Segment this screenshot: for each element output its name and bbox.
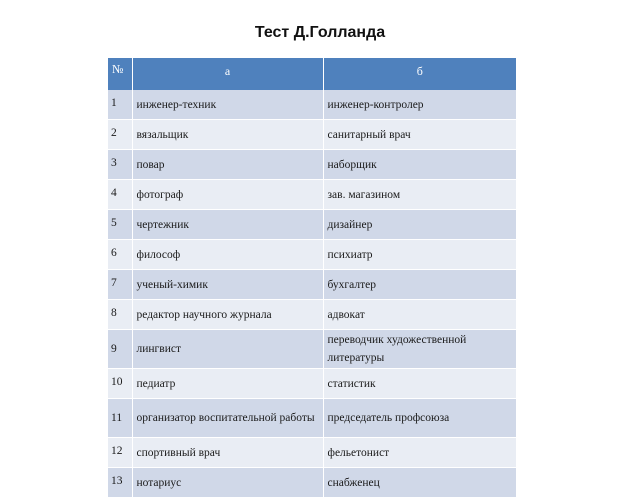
option-a: чертежник [132, 210, 323, 240]
table-row [108, 300, 516, 330]
row-number: 8 [108, 300, 132, 330]
option-a: инженер-техник [132, 90, 323, 120]
option-b: дизайнер [323, 210, 516, 240]
option-b: адвокат [323, 300, 516, 330]
holland-test-table [108, 58, 516, 498]
table-row [108, 210, 516, 240]
table-row [108, 438, 516, 468]
row-number: 12 [108, 438, 132, 468]
option-a: вязальщик [132, 120, 323, 150]
option-a: организатор воспитательной работы [132, 399, 323, 438]
row-number: 9 [108, 330, 132, 369]
option-b: наборщик [323, 150, 516, 180]
option-b: председатель профсоюза [323, 399, 516, 438]
table-row [108, 330, 516, 369]
option-a: ученый-химик [132, 270, 323, 300]
option-b: зав. магазином [323, 180, 516, 210]
table-row [108, 150, 516, 180]
table-row [108, 180, 516, 210]
table-row [108, 369, 516, 399]
table-row [108, 90, 516, 120]
option-b: фельетонист [323, 438, 516, 468]
table-row [108, 468, 516, 498]
option-b: бухгалтер [323, 270, 516, 300]
row-number: 11 [108, 399, 132, 438]
table-row [108, 399, 516, 438]
option-a: повар [132, 150, 323, 180]
option-b: санитарный врач [323, 120, 516, 150]
option-b: переводчик художественной литературы [323, 330, 516, 369]
column-header-b: б [323, 58, 516, 90]
table-row [108, 240, 516, 270]
option-a: фотограф [132, 180, 323, 210]
table-header-row [108, 58, 516, 90]
row-number: 13 [108, 468, 132, 498]
option-a: философ [132, 240, 323, 270]
page-title: Тест Д.Голланда [254, 24, 386, 41]
column-header-a: а [132, 58, 323, 90]
row-number: 3 [108, 150, 132, 180]
option-b: инженер-контролер [323, 90, 516, 120]
row-number: 7 [108, 270, 132, 300]
option-a: нотариус [132, 468, 323, 498]
option-b: снабженец [323, 468, 516, 498]
row-number: 4 [108, 180, 132, 210]
row-number: 2 [108, 120, 132, 150]
option-a: лингвист [132, 330, 323, 369]
option-a: педиатр [132, 369, 323, 399]
column-header-number: № [108, 58, 132, 90]
row-number: 6 [108, 240, 132, 270]
row-number: 1 [108, 90, 132, 120]
option-a: спортивный врач [132, 438, 323, 468]
table-row [108, 120, 516, 150]
table-row [108, 270, 516, 300]
option-b: статистик [323, 369, 516, 399]
row-number: 5 [108, 210, 132, 240]
row-number: 10 [108, 369, 132, 399]
option-a: редактор научного журнала [132, 300, 323, 330]
option-b: психиатр [323, 240, 516, 270]
